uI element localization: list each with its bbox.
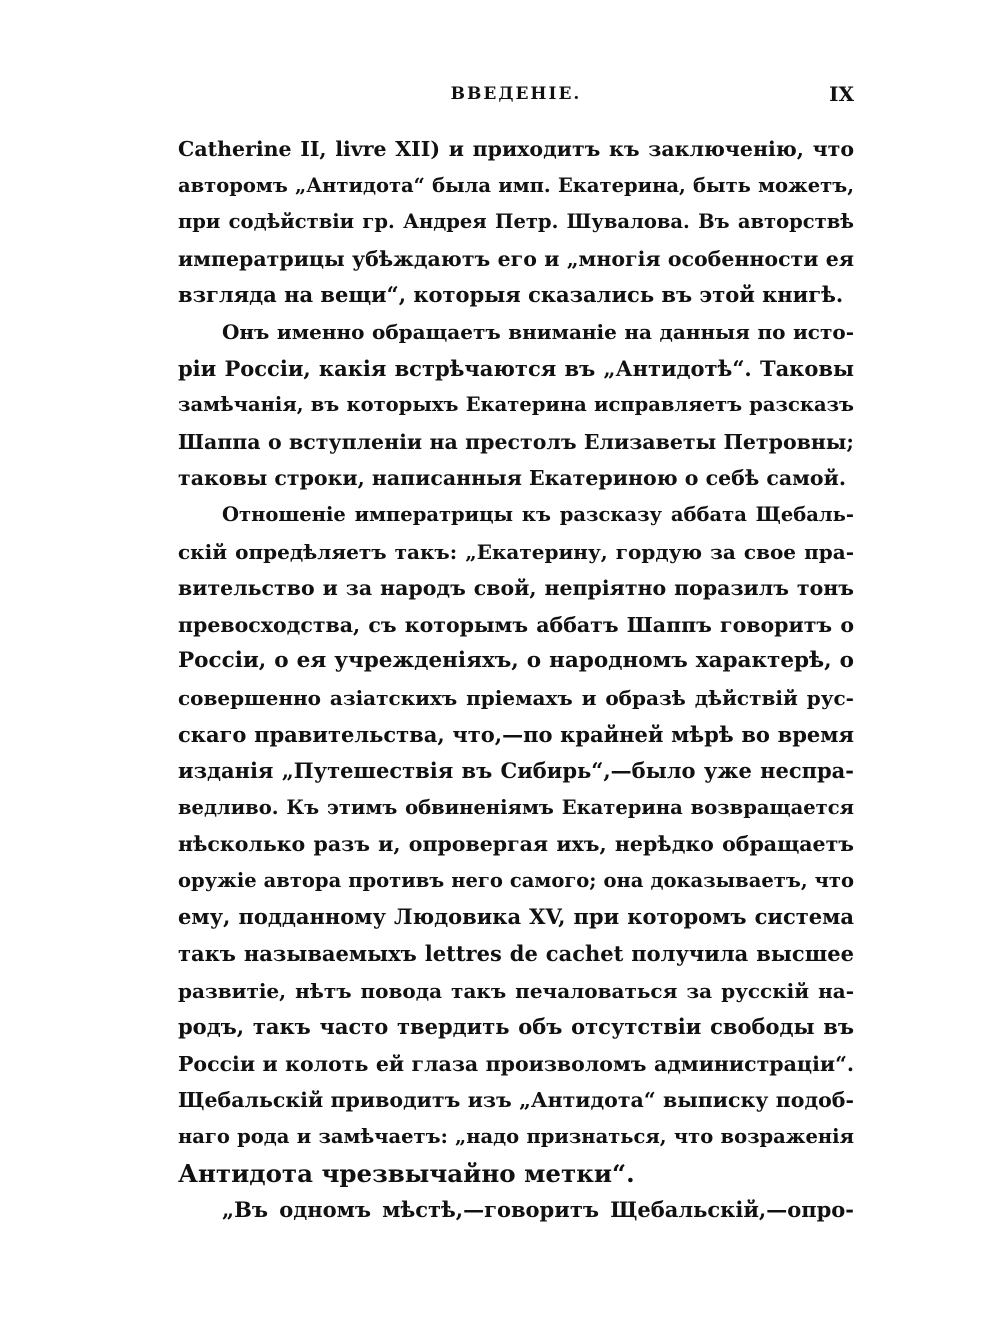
text-line: изданія „Путешествія въ Сибирь“,—было уже неспра- — [178, 758, 854, 784]
text-line: авторомъ „Антидота“ была имп. Екатерина, быть можетъ, — [178, 173, 854, 197]
text-line: превосходства, съ которымъ аббатъ Шаппъ говоритъ о — [178, 612, 854, 637]
text-line: развитіе, нѣтъ повода такъ печаловаться за русскій на- — [178, 978, 854, 1003]
text-line: замѣчанія, въ которыхъ Екатерина исправляетъ разсказъ — [178, 393, 854, 417]
page-number: IX — [829, 82, 854, 106]
running-title: ВВЕДЕНІЕ. — [450, 84, 582, 104]
body-text — [178, 131, 854, 1229]
text-line: оружіе автора противъ него самого; она доказываетъ, что — [178, 868, 854, 892]
page-header — [178, 80, 854, 110]
text-line: взгляда на вещи“, которыя сказались въ этой книгѣ. — [178, 282, 844, 308]
text-line: Россіи и колоть ей глаза произволомъ администраціи“. — [178, 1051, 854, 1076]
text-line: императрицы убѣждаютъ его и „многія особенности ея — [178, 246, 854, 271]
text-line: Щебальскій приводитъ изъ „Антидота“ выписку подоб- — [178, 1088, 854, 1113]
text-line: ему, подданному Людовика XV, при которомъ система — [178, 904, 854, 930]
text-line: Catherine II, livre XII) и приходитъ къ заключенію, что — [178, 137, 854, 161]
text-line: Шаппа о вступленіи на престолъ Елизаветы Петровны; — [178, 429, 854, 454]
text-line: наго рода и замѣчаетъ: „надо признаться, что возраженія — [178, 1125, 854, 1149]
text-line: Антидота чрезвычайно метки“. — [178, 1158, 635, 1188]
text-line: такъ называемыхъ lettres de cachet получила высшее — [178, 941, 854, 967]
text-line: скій опредѣляетъ такъ: „Екатерину, гордую за свое пра- — [178, 539, 854, 564]
text-line: ведливо. Къ этимъ обвиненіямъ Екатерина возвращается — [178, 795, 854, 819]
text-line: Россіи, о ея учрежденіяхъ, о народномъ характерѣ, о — [178, 648, 854, 674]
text-line: родъ, такъ часто твердить объ отсутствіи свободы въ — [178, 1014, 854, 1040]
text-line: нѣсколько разъ и, опровергая ихъ, нерѣдко обращаетъ — [178, 832, 854, 857]
text-line: вительство и за народъ свой, непріятно поразилъ тонъ — [178, 576, 854, 601]
paragraph-start-line: „Въ одномъ мѣстѣ,—говоритъ Щебальскій,—опро- — [222, 1197, 854, 1223]
paragraph-start-line: Отношеніе императрицы къ разсказу аббата Щебаль- — [222, 502, 854, 526]
paragraph-start-line: Онъ именно обращаетъ вниманіе на данныя по исто- — [222, 319, 854, 344]
text-line: ріи Россіи, какія встрѣчаются въ „Антидотѣ“. Таковы — [178, 355, 854, 381]
text-line: совершенно азіатскихъ пріемахъ и образѣ дѣйствій рус- — [178, 685, 854, 710]
text-line: таковы строки, написанныя Екатериною о себѣ самой. — [178, 466, 846, 491]
text-line: при содѣйствіи гр. Андрея Петр. Шувалова. Въ авторствѣ — [178, 210, 854, 234]
text-line: скаго правительства, что,—по крайней мѣрѣ во время — [178, 721, 854, 747]
